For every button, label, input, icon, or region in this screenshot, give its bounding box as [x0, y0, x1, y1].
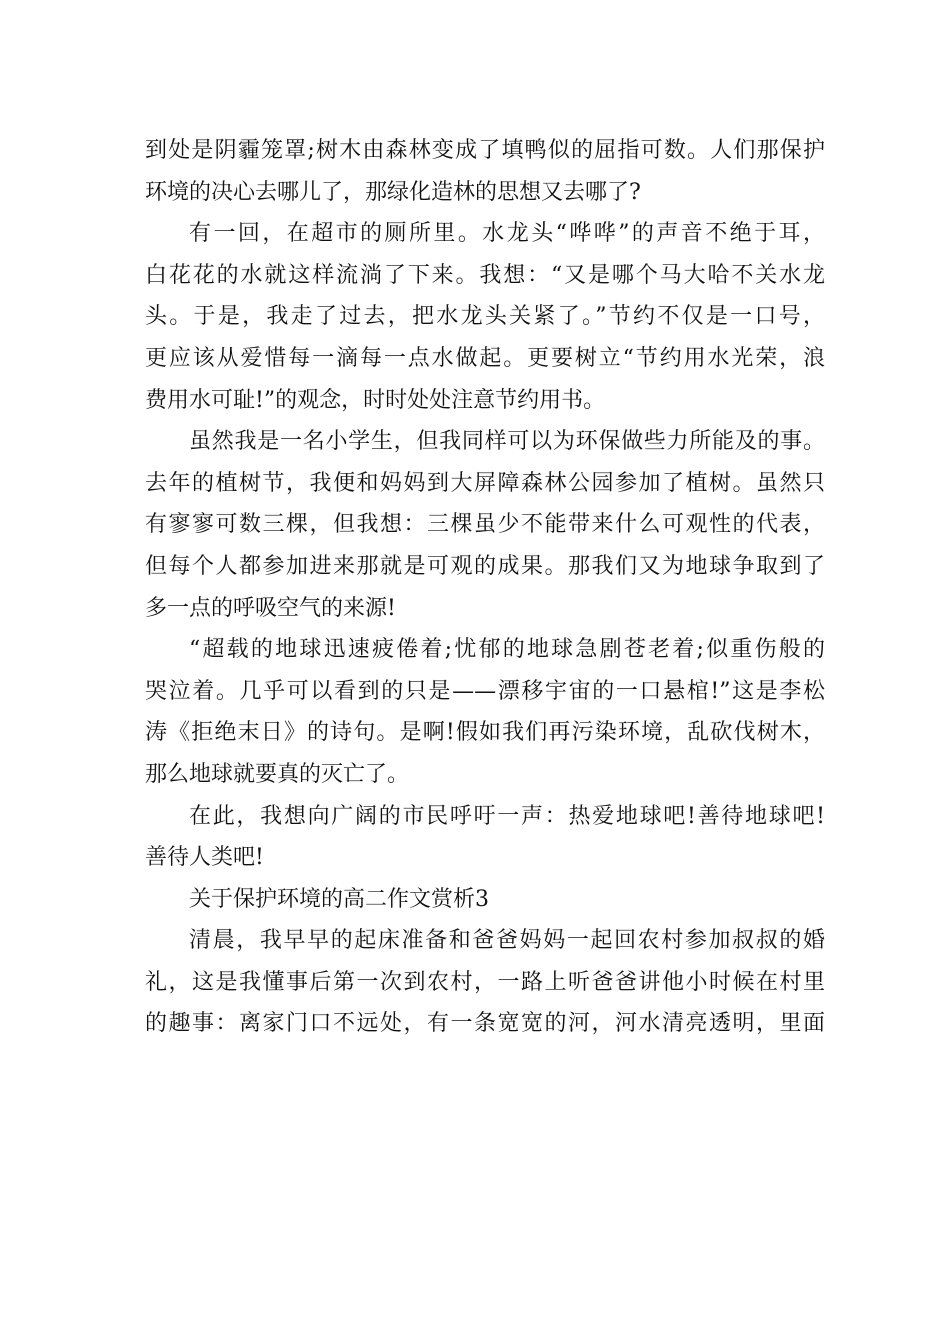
- section-heading: 关于保护环境的高二作文赏析3: [189, 886, 489, 912]
- text-line: 哭泣着。几乎可以看到的只是——漂移宇宙的一口悬棺!”这是李松: [145, 678, 825, 704]
- article-body: [145, 130, 825, 1045]
- paragraph-first-line: 有一回，在超市的厕所里。水龙头“哗哗”的声音不绝于耳，: [189, 221, 825, 247]
- paragraph-first-line: “超载的地球迅速疲倦着;忧郁的地球急剧苍老着;似重伤般的: [189, 637, 825, 663]
- text-line: 但每个人都参加进来那就是可观的成果。那我们又为地球争取到了: [145, 553, 825, 579]
- text-line: 环境的决心去哪儿了，那绿化造林的思想又去哪了?: [145, 179, 641, 205]
- text-line: 去年的植树节，我便和妈妈到大屏障森林公园参加了植树。虽然只: [145, 470, 825, 496]
- text-line: 善待人类吧!: [145, 845, 264, 871]
- text-line: 多一点的呼吸空气的来源!: [145, 595, 396, 621]
- text-line: 那么地球就要真的灭亡了。: [145, 761, 410, 787]
- paragraph-first-line: 在此，我想向广阔的市民呼吁一声：热爱地球吧!善待地球吧!: [189, 803, 825, 829]
- paragraph-first-line: 清晨，我早早的起床准备和爸爸妈妈一起回农村参加叔叔的婚: [189, 928, 825, 954]
- paragraph-first-line: 虽然我是一名小学生，但我同样可以为环保做些力所能及的事。: [189, 429, 825, 455]
- text-line: 的趣事：离家门口不远处，有一条宽宽的河，河水清亮透明，里面: [145, 1011, 825, 1037]
- text-line: 费用水可耻!”的观念，时时处处注意节约用书。: [145, 387, 606, 413]
- text-line: 礼，这是我懂事后第一次到农村，一路上听爸爸讲他小时候在村里: [145, 969, 825, 995]
- text-line: 白花花的水就这样流淌了下来。我想：“又是哪个马大哈不关水龙: [145, 262, 825, 288]
- text-line: 有寥寥可数三棵，但我想：三棵虽少不能带来什么可观性的代表，: [145, 512, 825, 538]
- text-line: 头。于是，我走了过去，把水龙头关紧了。”节约不仅是一口号，: [145, 304, 825, 330]
- text-line: 更应该从爱惜每一滴每一点水做起。更要树立“节约用水光荣，浪: [145, 345, 825, 371]
- text-line: 涛《拒绝末日》的诗句。是啊!假如我们再污染环境，乱砍伐树木，: [145, 720, 825, 746]
- text-line: 到处是阴霾笼罩;树木由森林变成了填鸭似的屈指可数。人们那保护: [145, 138, 825, 163]
